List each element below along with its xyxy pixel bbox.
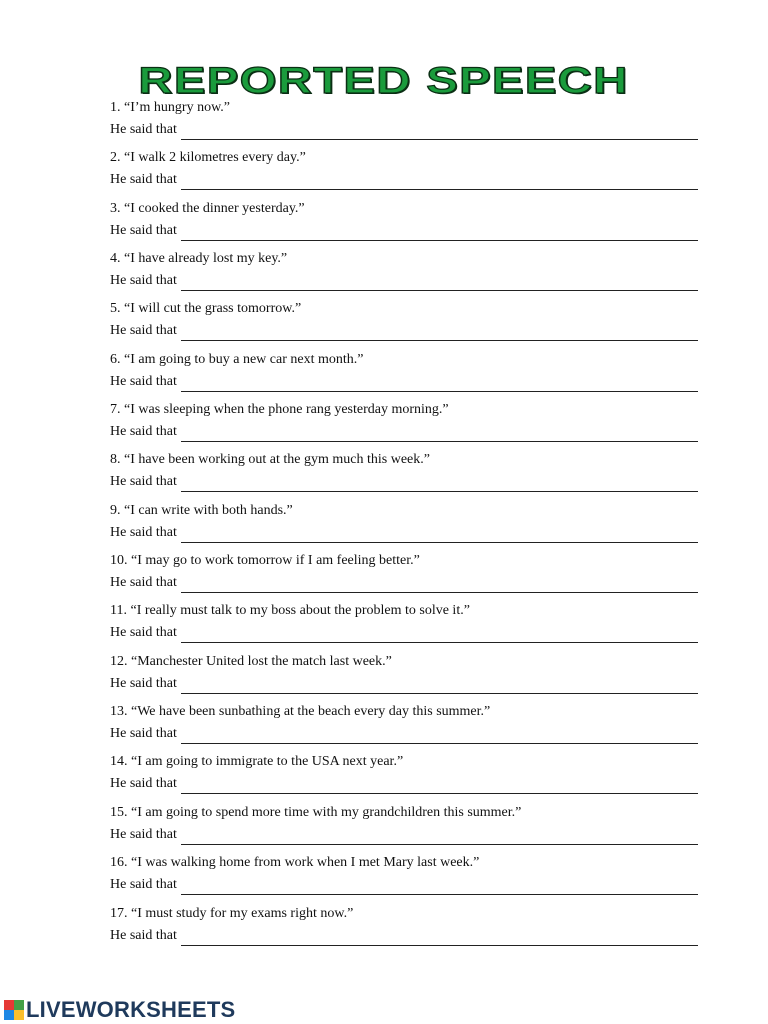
answer-row — [110, 926, 710, 951]
exercise-item — [110, 447, 710, 497]
answer-blank[interactable] — [181, 390, 698, 392]
answer-blank[interactable] — [181, 138, 698, 140]
answer-blank[interactable] — [181, 893, 698, 895]
footer — [0, 996, 235, 1024]
answer-row — [110, 120, 710, 145]
exercise-question — [110, 196, 710, 221]
exercise-question — [110, 397, 710, 422]
question-quote: “I am going to buy a new car next month.” — [124, 351, 364, 367]
answer-row — [110, 825, 710, 850]
exercise-item — [110, 397, 710, 447]
question-number: 1. — [110, 100, 121, 115]
answer-row — [110, 875, 710, 900]
page-title-text: REPORTED SPEECH — [138, 60, 630, 101]
question-quote: “I will cut the grass tomorrow.” — [124, 301, 302, 317]
question-quote: “I walk 2 kilometres every day.” — [124, 150, 306, 166]
answer-blank[interactable] — [181, 339, 698, 341]
liveworksheets-logo-icon — [4, 1000, 24, 1020]
question-quote: “I was walking home from work when I met Mary last week.” — [131, 855, 480, 871]
question-number: 15. — [110, 804, 128, 820]
answer-prefix: He said that — [110, 625, 177, 641]
exercise-list — [110, 95, 710, 951]
question-number: 13. — [110, 704, 128, 720]
question-number: 8. — [110, 452, 121, 468]
exercise-item — [110, 699, 710, 749]
exercise-item — [110, 246, 710, 296]
answer-prefix: He said that — [110, 877, 177, 893]
answer-blank[interactable] — [181, 188, 698, 190]
answer-blank[interactable] — [181, 792, 698, 794]
exercise-question — [110, 447, 710, 472]
question-number: 10. — [110, 553, 128, 569]
question-quote: “I can write with both hands.” — [124, 502, 293, 518]
answer-prefix: He said that — [110, 122, 177, 137]
answer-prefix: He said that — [110, 776, 177, 792]
logo-square — [14, 1010, 24, 1020]
answer-row — [110, 724, 710, 749]
question-number: 4. — [110, 251, 121, 267]
question-number: 3. — [110, 200, 121, 216]
answer-blank[interactable] — [181, 843, 698, 845]
answer-row — [110, 372, 710, 397]
answer-row — [110, 321, 710, 346]
answer-blank[interactable] — [181, 692, 698, 694]
exercise-question — [110, 548, 710, 573]
answer-blank[interactable] — [181, 289, 698, 291]
answer-row — [110, 523, 710, 548]
logo-square — [4, 1010, 14, 1020]
question-quote: “I have already lost my key.” — [124, 251, 288, 267]
answer-prefix: He said that — [110, 323, 177, 339]
exercise-item — [110, 649, 710, 699]
answer-prefix: He said that — [110, 273, 177, 289]
exercise-item — [110, 749, 710, 799]
question-number: 11. — [110, 603, 127, 619]
answer-prefix: He said that — [110, 474, 177, 490]
question-quote: “I must study for my exams right now.” — [131, 905, 354, 921]
exercise-question — [110, 498, 710, 523]
answer-prefix: He said that — [110, 373, 177, 389]
answer-prefix: He said that — [110, 424, 177, 440]
exercise-question — [110, 246, 710, 271]
question-quote: “We have been sunbathing at the beach every day this summer.” — [131, 704, 491, 720]
exercise-question — [110, 347, 710, 372]
question-quote: “I am going to immigrate to the USA next year.” — [131, 754, 404, 770]
exercise-question — [110, 901, 710, 926]
answer-blank[interactable] — [181, 440, 698, 442]
exercise-question — [110, 145, 710, 170]
answer-blank[interactable] — [181, 641, 698, 643]
answer-prefix: He said that — [110, 826, 177, 842]
exercise-question — [110, 699, 710, 724]
exercise-question — [110, 598, 710, 623]
question-quote: “I have been working out at the gym much this week.” — [124, 452, 430, 468]
answer-row — [110, 472, 710, 497]
question-quote: “I cooked the dinner yesterday.” — [124, 200, 305, 216]
question-number: 17. — [110, 905, 128, 921]
exercise-item — [110, 548, 710, 598]
exercise-item — [110, 196, 710, 246]
question-number: 5. — [110, 301, 121, 317]
answer-blank[interactable] — [181, 239, 698, 241]
exercise-item — [110, 296, 710, 346]
logo-square — [14, 1000, 24, 1010]
answer-row — [110, 623, 710, 648]
answer-row — [110, 271, 710, 296]
question-quote: “I was sleeping when the phone rang yesterday morning.” — [124, 402, 449, 418]
answer-blank[interactable] — [181, 742, 698, 744]
question-number: 12. — [110, 653, 128, 669]
answer-blank[interactable] — [181, 490, 698, 492]
question-number: 2. — [110, 150, 121, 166]
answer-row — [110, 170, 710, 195]
answer-prefix: He said that — [110, 726, 177, 742]
answer-prefix: He said that — [110, 675, 177, 691]
exercise-item — [110, 498, 710, 548]
answer-blank[interactable] — [181, 541, 698, 543]
exercise-question — [110, 95, 710, 120]
exercise-item — [110, 850, 710, 900]
question-number: 14. — [110, 754, 128, 770]
answer-row — [110, 774, 710, 799]
exercise-question — [110, 749, 710, 774]
question-quote: “I may go to work tomorrow if I am feeling better.” — [131, 553, 420, 569]
question-number: 7. — [110, 402, 121, 418]
answer-prefix: He said that — [110, 927, 177, 943]
answer-blank[interactable] — [181, 591, 698, 593]
answer-row — [110, 422, 710, 447]
question-quote: “I am going to spend more time with my grandchildren this summer.” — [131, 804, 522, 820]
question-quote: “I’m hungry now.” — [124, 100, 231, 115]
answer-prefix: He said that — [110, 222, 177, 238]
exercise-question — [110, 800, 710, 825]
answer-blank[interactable] — [181, 944, 698, 946]
answer-prefix: He said that — [110, 575, 177, 591]
exercise-question — [110, 296, 710, 321]
question-number: 9. — [110, 502, 121, 518]
question-quote: “Manchester United lost the match last week.” — [131, 653, 392, 669]
question-quote: “I really must talk to my boss about the problem to solve it.” — [130, 603, 470, 619]
exercise-item — [110, 347, 710, 397]
exercise-question — [110, 850, 710, 875]
logo-square — [4, 1000, 14, 1010]
exercise-item — [110, 145, 710, 195]
answer-prefix: He said that — [110, 172, 177, 188]
answer-row — [110, 573, 710, 598]
exercise-item — [110, 95, 710, 145]
answer-row — [110, 221, 710, 246]
answer-row — [110, 674, 710, 699]
exercise-item — [110, 901, 710, 951]
exercise-question — [110, 649, 710, 674]
question-number: 6. — [110, 351, 121, 367]
exercise-item — [110, 800, 710, 850]
question-number: 16. — [110, 855, 128, 871]
footer-brand[interactable]: LIVEWORKSHEETS — [26, 997, 236, 1022]
exercise-item — [110, 598, 710, 648]
answer-prefix: He said that — [110, 524, 177, 540]
